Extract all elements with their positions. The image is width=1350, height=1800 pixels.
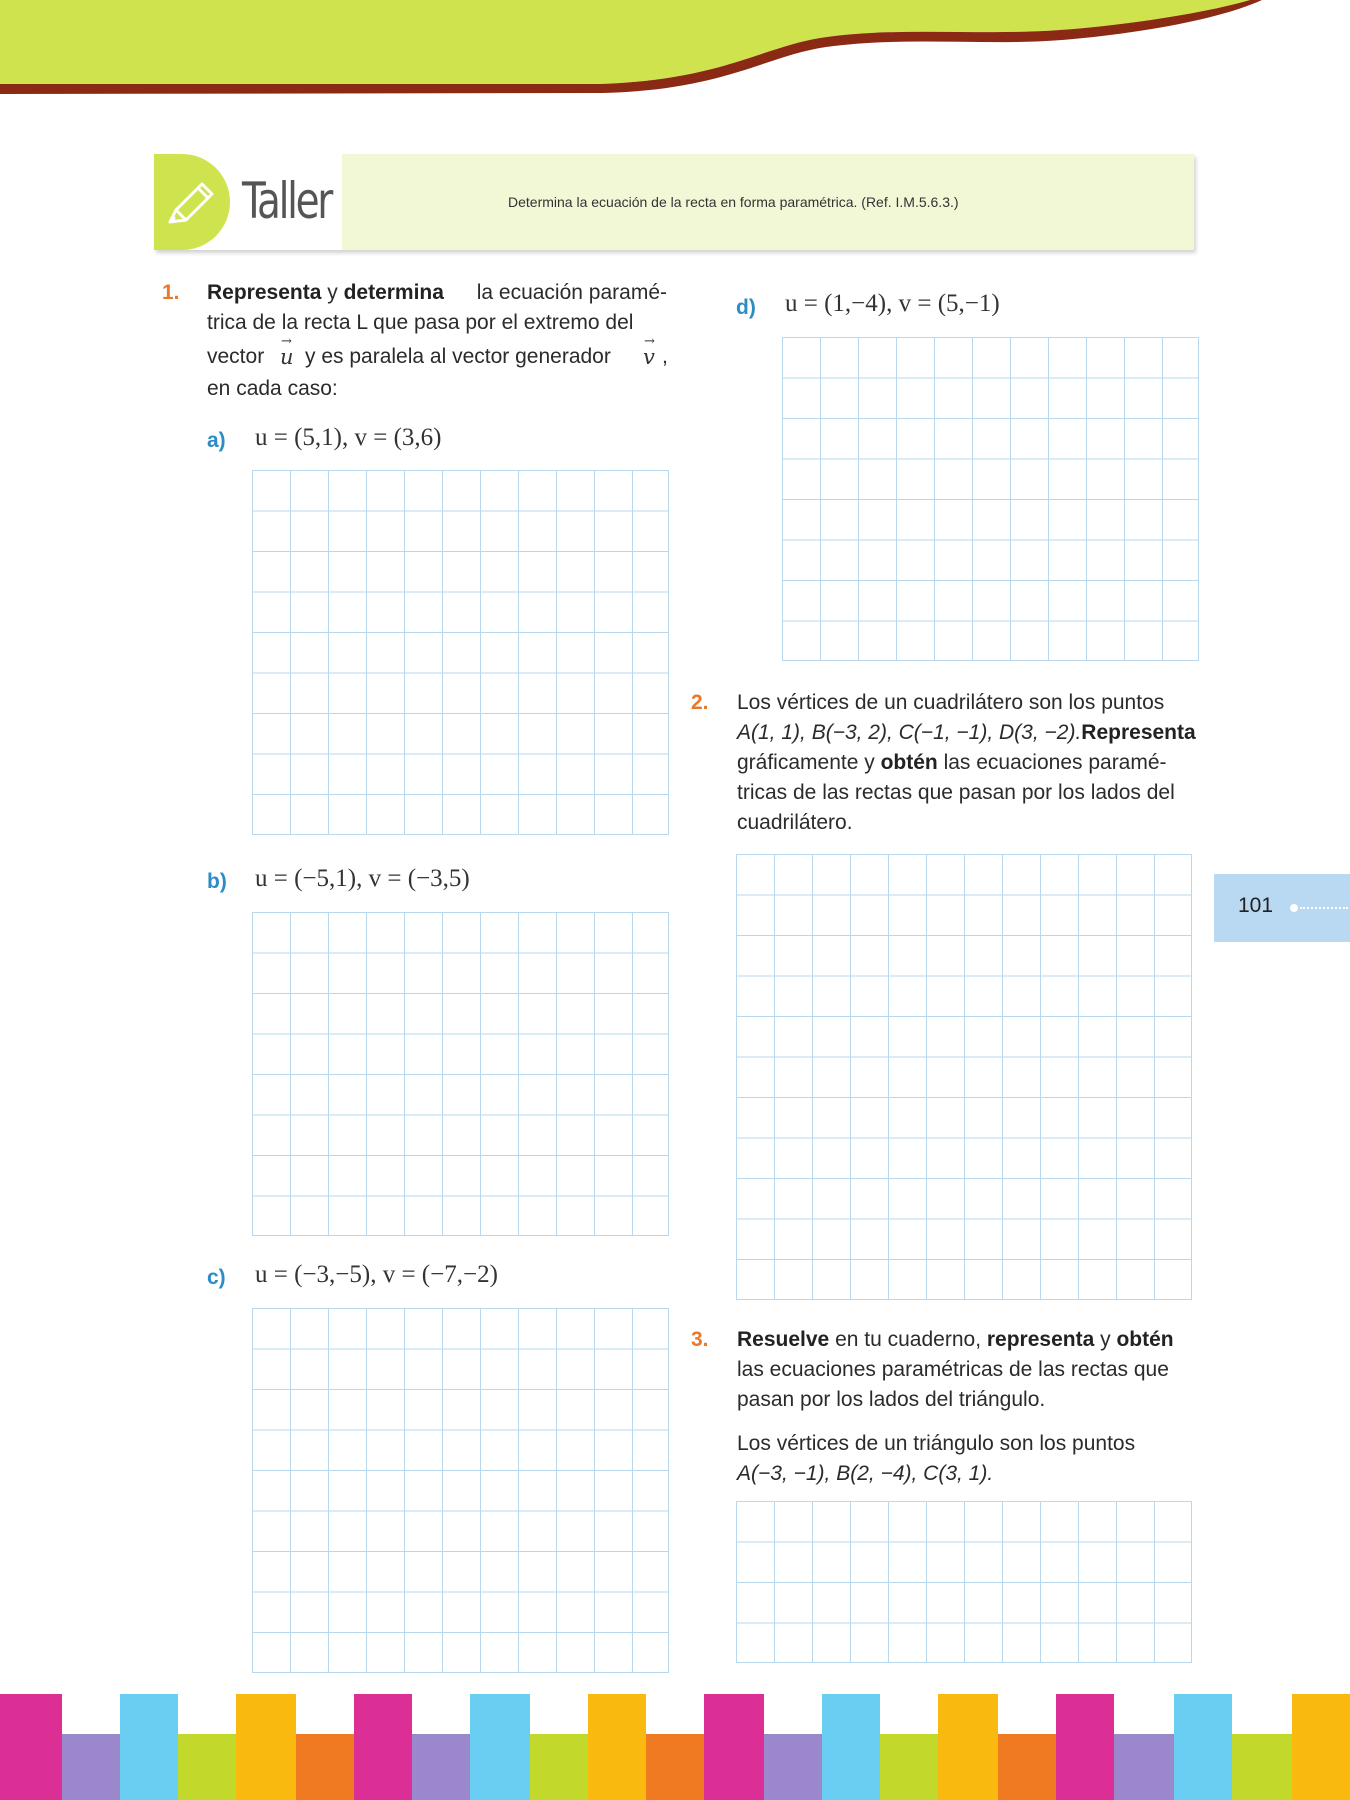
- item-d-label: d): [736, 296, 756, 319]
- stripe: [412, 1734, 470, 1800]
- stripe: [880, 1734, 938, 1800]
- vector-u-symbol: → u: [280, 334, 294, 369]
- banner-title: Taller: [242, 172, 331, 230]
- stripe: [1174, 1694, 1232, 1800]
- exercise-1-text: [207, 278, 667, 404]
- stripe: [1232, 1734, 1292, 1800]
- stripe: [120, 1694, 178, 1800]
- exercise-3-verb-solve: Resuelve: [737, 1328, 830, 1351]
- page-number-tab: [1214, 874, 1350, 942]
- exercise-1-line3-c: ,: [662, 345, 668, 368]
- stripe: [822, 1694, 880, 1800]
- item-b-formula: u = (−5,1), v = (−3,5): [255, 865, 470, 892]
- taller-banner: [154, 154, 1194, 250]
- exercise-2-line3-a: gráficamente y: [737, 751, 875, 774]
- exercise-1-line3-b: y es paralela al vector generador: [305, 345, 611, 368]
- stripe: [764, 1734, 822, 1800]
- item-c-formula: u = (−3,−5), v = (−7,−2): [255, 1261, 498, 1288]
- stripe: [1114, 1734, 1174, 1800]
- stripe: [530, 1734, 588, 1800]
- stripe: [236, 1694, 296, 1800]
- page-tab-dotted-line: [1300, 907, 1348, 909]
- exercise-1-connector: y: [327, 281, 338, 304]
- exercise-2-line1: Los vértices de un cuadrilátero son los puntos: [737, 691, 1165, 714]
- exercise-1-line2: trica de la recta L que pasa por el extremo del: [207, 311, 634, 334]
- banner-green-tab: [154, 154, 230, 250]
- exercise-2-verb-obtain: obtén: [880, 751, 938, 774]
- exercise-3-verb-represent: representa: [986, 1328, 1095, 1351]
- exercise-3-points: A(−3, −1), B(2, −4), C(3, 1).: [737, 1462, 994, 1485]
- exercise-3-line2: las ecuaciones paramétricas de las rectas que: [737, 1358, 1169, 1381]
- exercise-2-line3-b: las ecuaciones paramé-: [943, 751, 1167, 774]
- exercise-3-number: 3.: [691, 1328, 709, 1351]
- stripe: [1056, 1694, 1114, 1800]
- answer-grid-2[interactable]: [736, 854, 1192, 1300]
- banner-description-box: [342, 154, 1194, 250]
- page-tab-dot: [1290, 904, 1298, 912]
- item-a-formula: u = (5,1), v = (3,6): [255, 424, 442, 451]
- exercise-1-line4: en cada caso:: [207, 377, 338, 400]
- banner-tab: [154, 154, 342, 250]
- exercise-2-number: 2.: [691, 691, 709, 714]
- stripe: [588, 1694, 646, 1800]
- stripe: [296, 1734, 354, 1800]
- exercise-2-verb-represent: Representa: [1081, 721, 1196, 744]
- header-wave: [0, 0, 1350, 100]
- answer-grid-d[interactable]: [782, 337, 1199, 661]
- exercise-3-line4: Los vértices de un triángulo son los puntos: [737, 1432, 1136, 1455]
- exercise-2-line4: tricas de las rectas que pasan por los lados del: [737, 781, 1175, 804]
- stripe: [704, 1694, 764, 1800]
- exercise-1-verb-represent: Representa: [207, 281, 322, 304]
- exercise-3-connector: y: [1100, 1328, 1111, 1351]
- exercise-1-line3-a: vector: [207, 345, 265, 368]
- exercise-1-verb-determine: determina: [343, 281, 444, 304]
- stripe: [0, 1694, 62, 1800]
- exercise-3-line1-a: en tu cuaderno,: [835, 1328, 982, 1351]
- stripe: [998, 1734, 1056, 1800]
- item-c-label: c): [207, 1266, 226, 1289]
- answer-grid-a[interactable]: [252, 470, 669, 835]
- answer-grid-c[interactable]: [252, 1308, 669, 1673]
- vector-v-symbol: → v: [643, 334, 655, 369]
- exercise-1-number: 1.: [162, 281, 180, 304]
- exercise-2-text: [737, 688, 1195, 838]
- exercise-3-text: [737, 1325, 1195, 1489]
- stripe: [1292, 1694, 1350, 1800]
- stripe: [62, 1734, 120, 1800]
- banner-description: Determina la ecuación de la recta en forma paramétrica. (Ref. I.M.5.6.3.): [508, 194, 959, 210]
- answer-grid-3[interactable]: [736, 1501, 1192, 1663]
- item-a-label: a): [207, 429, 226, 452]
- item-d-formula: u = (1,−4), v = (5,−1): [785, 290, 1000, 317]
- stripe: [646, 1734, 704, 1800]
- stripe: [178, 1734, 236, 1800]
- stripe: [938, 1694, 998, 1800]
- stripe: [470, 1694, 530, 1800]
- exercise-3-verb-obtain: obtén: [1116, 1328, 1174, 1351]
- exercise-2-line5: cuadrilátero.: [737, 811, 853, 834]
- exercise-3-line3: pasan por los lados del triángulo.: [737, 1388, 1046, 1411]
- stripe: [354, 1694, 412, 1800]
- exercise-1-line1-rest: la ecuación paramé-: [476, 281, 667, 304]
- answer-grid-b[interactable]: [252, 912, 669, 1236]
- exercise-2-points: A(1, 1), B(−3, 2), C(−1, −1), D(3, −2).: [737, 721, 1082, 744]
- pencil-icon: [162, 174, 222, 230]
- page-number: 101: [1238, 894, 1274, 917]
- item-b-label: b): [207, 870, 227, 893]
